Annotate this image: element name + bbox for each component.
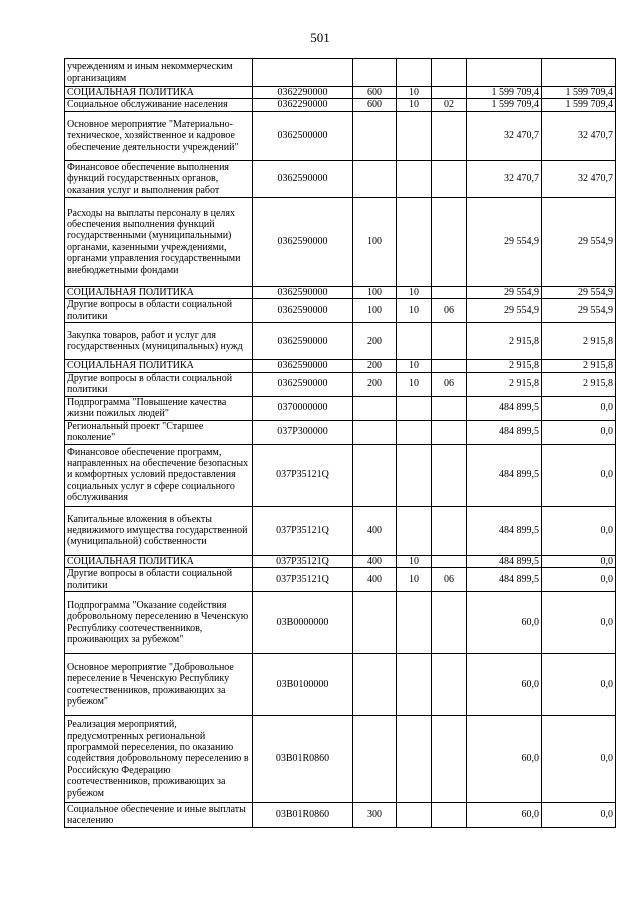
cell-pr: 06: [432, 299, 467, 323]
cell-vr: [353, 396, 397, 420]
table-row: [65, 803, 616, 828]
cell-pr: [432, 803, 467, 828]
cell-name: СОЦИАЛЬНАЯ ПОЛИТИКА: [65, 286, 253, 298]
cell-s2: 0,0: [542, 506, 616, 555]
cell-rz: [397, 197, 432, 286]
cell-s2: 0,0: [542, 592, 616, 654]
cell-s1: 484 899,5: [467, 396, 542, 420]
cell-s2: 0,0: [542, 555, 616, 567]
cell-s2: 0,0: [542, 444, 616, 506]
cell-code: 0362290000: [253, 99, 353, 111]
cell-s1: 29 554,9: [467, 299, 542, 323]
cell-vr: 200: [353, 323, 397, 360]
cell-s1: 60,0: [467, 654, 542, 716]
cell-s2: 2 915,8: [542, 323, 616, 360]
cell-vr: 600: [353, 87, 397, 99]
cell-s2: [542, 59, 616, 87]
cell-code: 037P35121Q: [253, 506, 353, 555]
table-row: [65, 420, 616, 444]
cell-s1: 2 915,8: [467, 372, 542, 396]
cell-vr: [353, 654, 397, 716]
cell-s2: 0,0: [542, 654, 616, 716]
cell-rz: 10: [397, 555, 432, 567]
cell-code: 0362590000: [253, 299, 353, 323]
table-row: [65, 59, 616, 87]
cell-rz: [397, 59, 432, 87]
cell-pr: [432, 506, 467, 555]
cell-vr: 600: [353, 99, 397, 111]
cell-s1: 2 915,8: [467, 323, 542, 360]
cell-code: 0362590000: [253, 360, 353, 372]
cell-s1: 60,0: [467, 592, 542, 654]
cell-pr: [432, 592, 467, 654]
cell-pr: 06: [432, 372, 467, 396]
cell-code: 03B01R0860: [253, 803, 353, 828]
cell-s1: 60,0: [467, 803, 542, 828]
cell-s1: 484 899,5: [467, 506, 542, 555]
cell-name: Региональный проект "Старшее поколение": [65, 420, 253, 444]
cell-code: 0370000000: [253, 396, 353, 420]
cell-name: Финансовое обеспечение выполнения функций государственных органов, оказания услуг и выполнения работ: [65, 160, 253, 197]
cell-name: Реализация мероприятий, предусмотренных региональной программой переселения, по оказанию содействия добровольному переселению в Российскую Федерацию соотечественников, проживающих за рубежом: [65, 716, 253, 803]
cell-code: 03B0000000: [253, 592, 353, 654]
cell-vr: 400: [353, 568, 397, 592]
cell-pr: [432, 286, 467, 298]
cell-vr: [353, 592, 397, 654]
cell-s2: 0,0: [542, 803, 616, 828]
cell-s1: 484 899,5: [467, 555, 542, 567]
cell-s2: 1 599 709,4: [542, 99, 616, 111]
table-row: [65, 360, 616, 372]
cell-vr: 200: [353, 360, 397, 372]
cell-s2: 29 554,9: [542, 299, 616, 323]
cell-name: СОЦИАЛЬНАЯ ПОЛИТИКА: [65, 87, 253, 99]
cell-rz: 10: [397, 299, 432, 323]
cell-rz: [397, 803, 432, 828]
cell-s2: 29 554,9: [542, 286, 616, 298]
cell-code: 03B0100000: [253, 654, 353, 716]
cell-s2: 0,0: [542, 420, 616, 444]
cell-s2: 2 915,8: [542, 360, 616, 372]
cell-code: [253, 59, 353, 87]
cell-vr: [353, 420, 397, 444]
table-row: [65, 323, 616, 360]
cell-pr: [432, 360, 467, 372]
cell-vr: 400: [353, 555, 397, 567]
cell-vr: [353, 444, 397, 506]
cell-pr: [432, 111, 467, 160]
table-row: [65, 111, 616, 160]
cell-name: СОЦИАЛЬНАЯ ПОЛИТИКА: [65, 360, 253, 372]
cell-pr: [432, 444, 467, 506]
cell-name: Другие вопросы в области социальной политики: [65, 372, 253, 396]
cell-pr: [432, 716, 467, 803]
cell-code: 037P35121Q: [253, 444, 353, 506]
table-row: [65, 99, 616, 111]
table-row: [65, 555, 616, 567]
cell-code: 0362590000: [253, 372, 353, 396]
cell-s1: 484 899,5: [467, 444, 542, 506]
cell-rz: [397, 654, 432, 716]
cell-s2: 29 554,9: [542, 197, 616, 286]
cell-code: 03B01R0860: [253, 716, 353, 803]
cell-s1: 32 470,7: [467, 111, 542, 160]
cell-rz: [397, 396, 432, 420]
cell-s1: 29 554,9: [467, 286, 542, 298]
cell-s2: 1 599 709,4: [542, 87, 616, 99]
cell-pr: [432, 420, 467, 444]
table-row: [65, 568, 616, 592]
cell-code: 037P300000: [253, 420, 353, 444]
cell-vr: [353, 59, 397, 87]
cell-rz: 10: [397, 360, 432, 372]
cell-pr: [432, 396, 467, 420]
cell-rz: [397, 160, 432, 197]
budget-table: [64, 58, 616, 828]
cell-s1: 484 899,5: [467, 420, 542, 444]
cell-s2: 0,0: [542, 396, 616, 420]
cell-vr: [353, 160, 397, 197]
cell-code: 037P35121Q: [253, 555, 353, 567]
cell-s1: 1 599 709,4: [467, 87, 542, 99]
cell-name: Подпрограмма "Оказание содействия добровольному переселению в Чеченскую Республику соотечественников, проживающих за рубежом": [65, 592, 253, 654]
cell-pr: [432, 323, 467, 360]
cell-code: 0362500000: [253, 111, 353, 160]
table-row: [65, 506, 616, 555]
cell-rz: 10: [397, 87, 432, 99]
cell-s1: 484 899,5: [467, 568, 542, 592]
cell-code: 0362590000: [253, 286, 353, 298]
cell-code: 0362590000: [253, 160, 353, 197]
cell-rz: [397, 420, 432, 444]
cell-name: Расходы на выплаты персоналу в целях обеспечения выполнения функций государственными (муниципальными) органами, казенными учреждениями, органами управления государственными внебюджетными фондами: [65, 197, 253, 286]
cell-s1: 60,0: [467, 716, 542, 803]
table-row: [65, 444, 616, 506]
cell-pr: [432, 160, 467, 197]
table-row: [65, 592, 616, 654]
cell-s2: 32 470,7: [542, 160, 616, 197]
cell-rz: 10: [397, 568, 432, 592]
table-row: [65, 197, 616, 286]
cell-s2: 2 915,8: [542, 372, 616, 396]
cell-vr: 100: [353, 286, 397, 298]
cell-vr: [353, 111, 397, 160]
table-row: [65, 160, 616, 197]
cell-name: Подпрограмма "Повышение качества жизни пожилых людей": [65, 396, 253, 420]
cell-vr: 100: [353, 299, 397, 323]
cell-name: Основное мероприятие "Материально-техническое, хозяйственное и кадровое обеспечение деятельности учреждений": [65, 111, 253, 160]
cell-name: Финансовое обеспечение программ, направленных на обеспечение безопасных и комфортных условий предоставления социальных услуг в сфере социального обслуживания: [65, 444, 253, 506]
table-row: [65, 716, 616, 803]
cell-name: Социальное обслуживание населения: [65, 99, 253, 111]
cell-code: 0362590000: [253, 323, 353, 360]
cell-name: Закупка товаров, работ и услуг для государственных (муниципальных) нужд: [65, 323, 253, 360]
cell-name: Капитальные вложения в объекты недвижимого имущества государственной (муниципальной) собственности: [65, 506, 253, 555]
cell-name: СОЦИАЛЬНАЯ ПОЛИТИКА: [65, 555, 253, 567]
cell-s1: 1 599 709,4: [467, 99, 542, 111]
cell-rz: [397, 506, 432, 555]
cell-rz: [397, 444, 432, 506]
cell-rz: 10: [397, 99, 432, 111]
cell-pr: [432, 87, 467, 99]
table-row: [65, 396, 616, 420]
cell-pr: [432, 654, 467, 716]
cell-name: Другие вопросы в области социальной политики: [65, 299, 253, 323]
cell-s2: 0,0: [542, 568, 616, 592]
cell-rz: 10: [397, 286, 432, 298]
cell-pr: 06: [432, 568, 467, 592]
cell-s1: 2 915,8: [467, 360, 542, 372]
cell-s1: 32 470,7: [467, 160, 542, 197]
cell-rz: 10: [397, 372, 432, 396]
cell-s1: 29 554,9: [467, 197, 542, 286]
cell-vr: [353, 716, 397, 803]
table-row: [65, 654, 616, 716]
cell-vr: 300: [353, 803, 397, 828]
table-row: [65, 87, 616, 99]
cell-name: Основное мероприятие "Добровольное переселение в Чеченскую Республику соотечественников, проживающих за рубежом": [65, 654, 253, 716]
cell-vr: 200: [353, 372, 397, 396]
table-row: [65, 372, 616, 396]
table-row: [65, 286, 616, 298]
table-row: [65, 299, 616, 323]
page-number: 501: [310, 30, 330, 45]
cell-s1: [467, 59, 542, 87]
cell-pr: [432, 59, 467, 87]
cell-pr: [432, 197, 467, 286]
cell-s2: 0,0: [542, 716, 616, 803]
cell-name: учреждениям и иным некоммерческим организациям: [65, 59, 253, 87]
cell-rz: [397, 716, 432, 803]
cell-rz: [397, 111, 432, 160]
cell-code: 037P35121Q: [253, 568, 353, 592]
cell-pr: [432, 555, 467, 567]
cell-rz: [397, 592, 432, 654]
cell-name: Другие вопросы в области социальной политики: [65, 568, 253, 592]
cell-s2: 32 470,7: [542, 111, 616, 160]
cell-rz: [397, 323, 432, 360]
cell-code: 0362590000: [253, 197, 353, 286]
cell-vr: 400: [353, 506, 397, 555]
cell-code: 0362290000: [253, 87, 353, 99]
cell-pr: 02: [432, 99, 467, 111]
cell-vr: 100: [353, 197, 397, 286]
cell-name: Социальное обеспечение и иные выплаты населению: [65, 803, 253, 828]
